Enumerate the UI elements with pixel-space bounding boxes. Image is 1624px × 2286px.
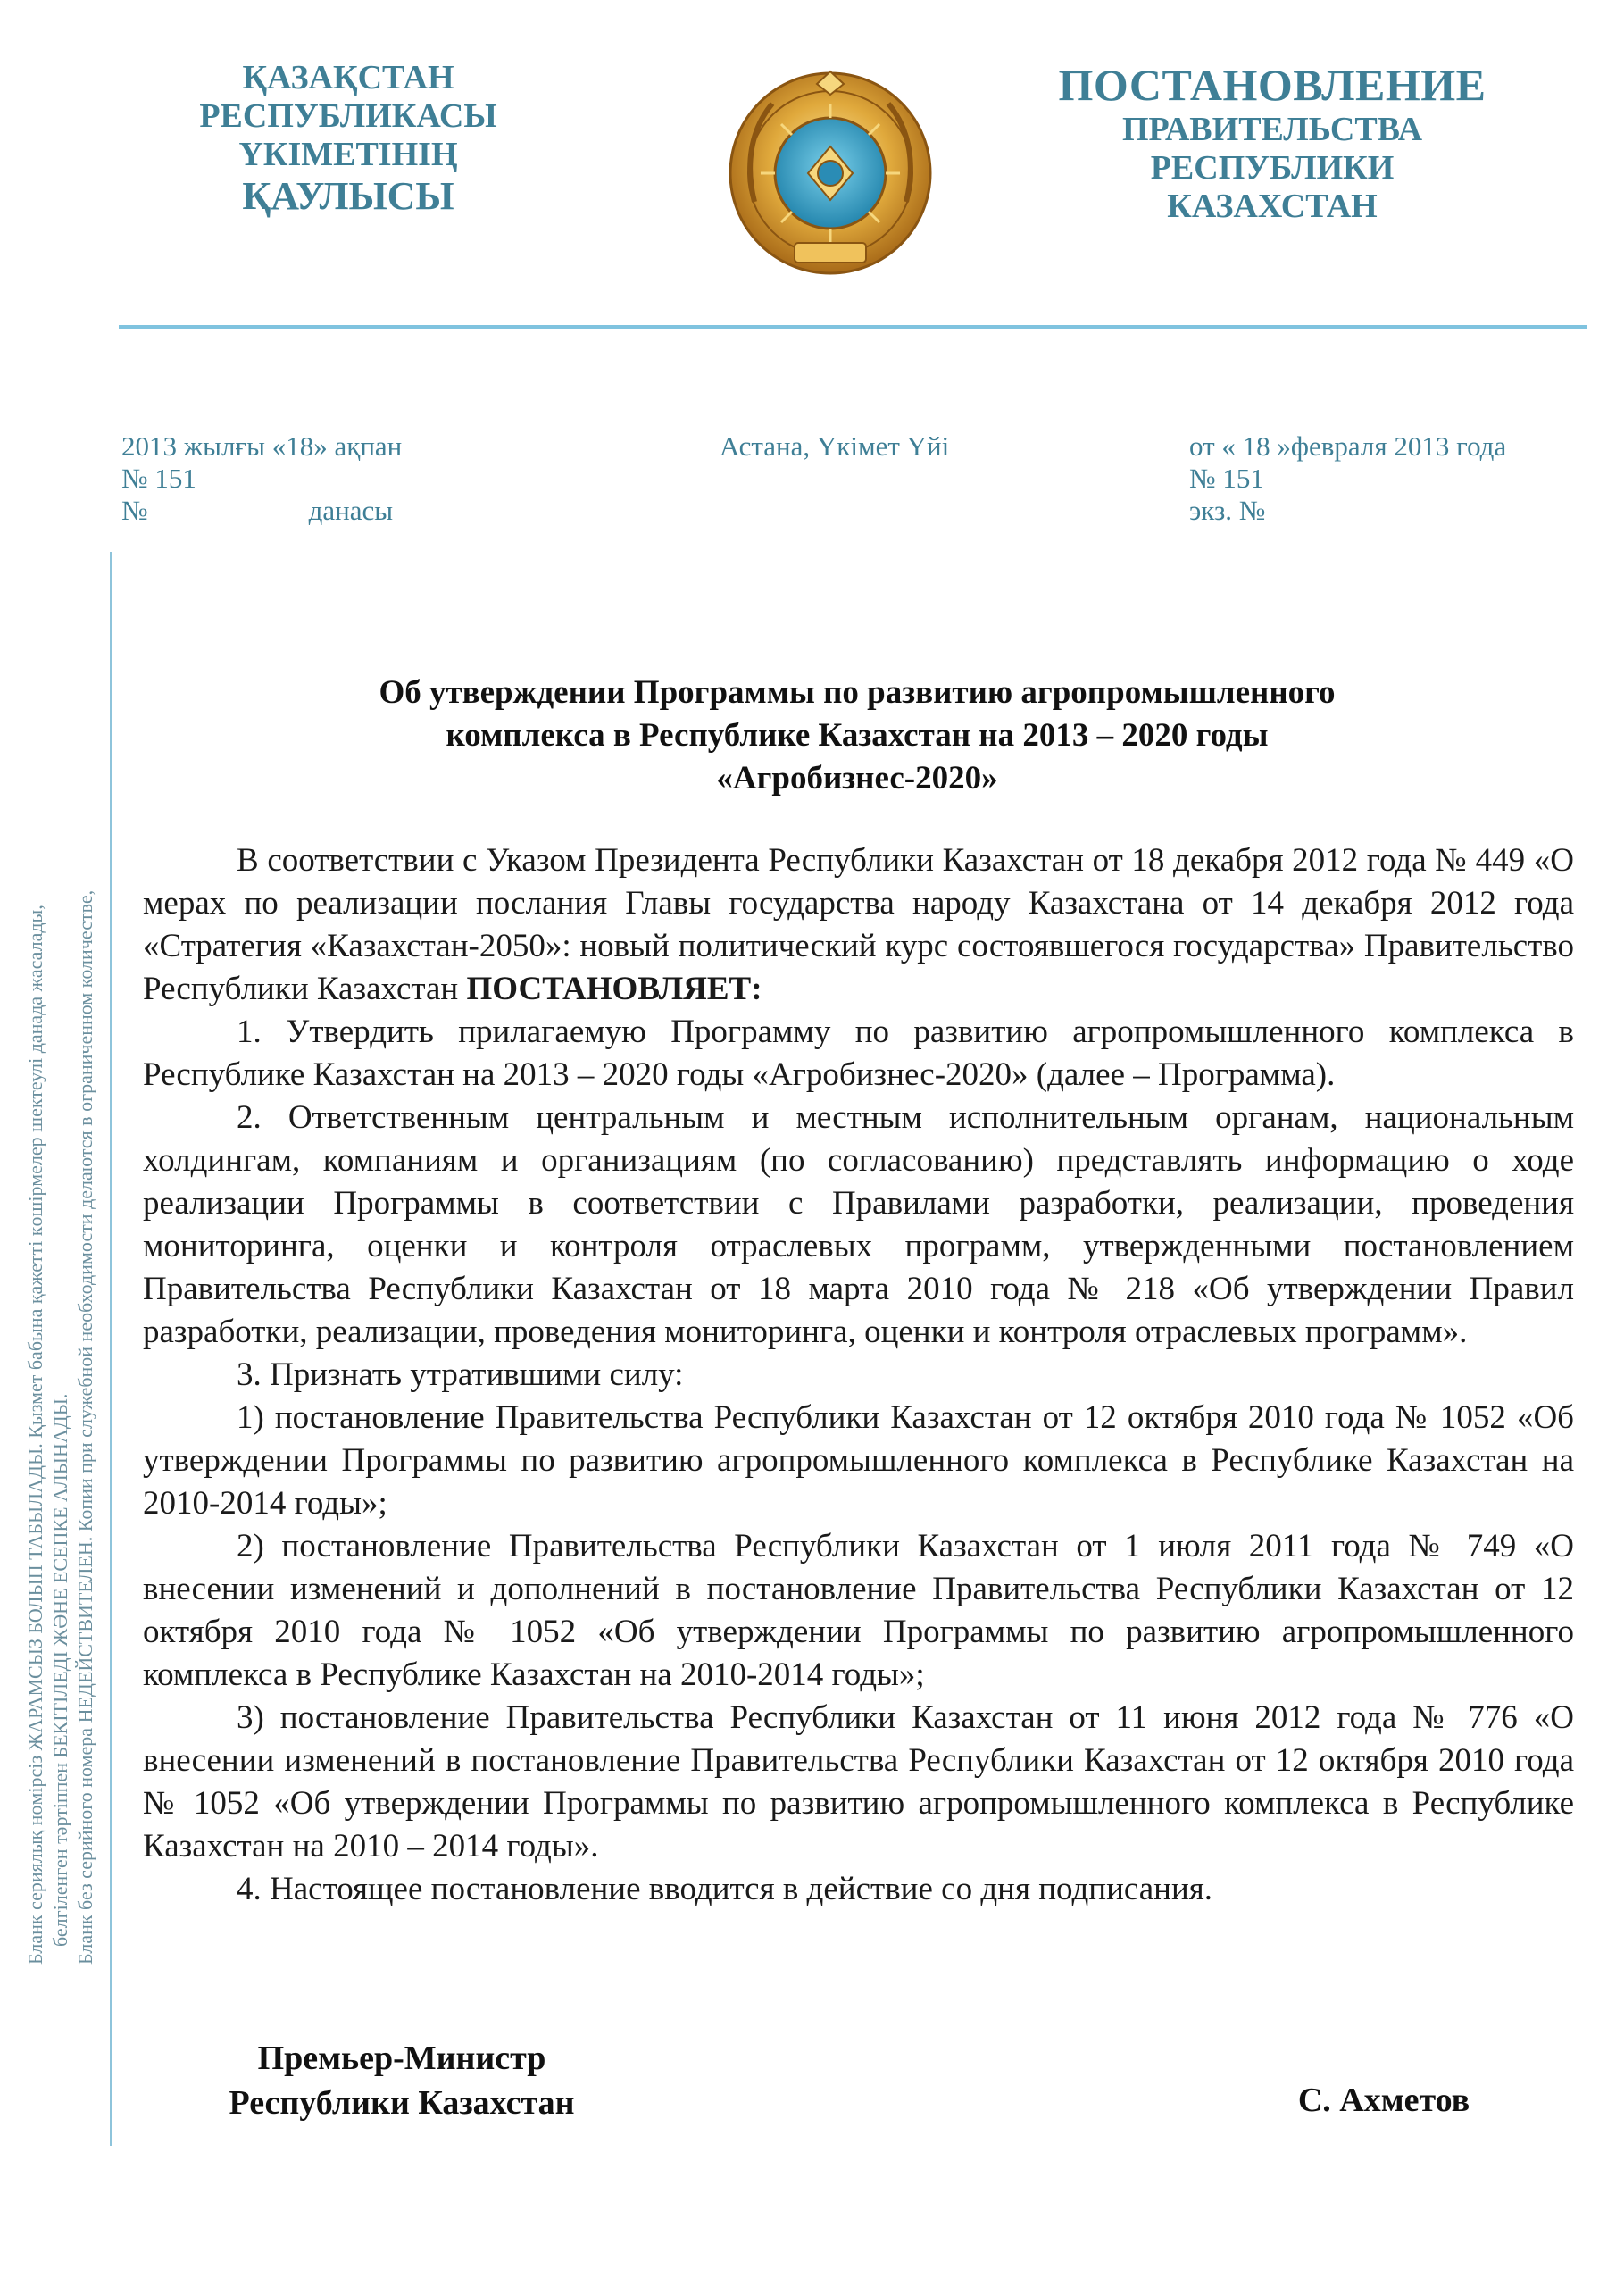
meta-place-text: Астана, Үкімет Үйі <box>720 430 950 462</box>
preamble-strong: ПОСТАНОВЛЯЕТ: <box>466 971 762 1007</box>
header-russian-line-1: ПОСТАНОВЛЕНИЕ <box>1058 60 1487 110</box>
meta-kazakh-date: 2013 жылғы «18» ақпан <box>121 430 403 462</box>
meta-russian <box>1189 430 1600 527</box>
header-kazakh <box>179 59 518 219</box>
preamble-paragraph <box>143 839 1574 1011</box>
header-kazakh-line-3: ҮКІМЕТІНІҢ <box>238 136 458 173</box>
item-1: 1. Утвердить прилагаемую Программу по развитию агропромышленного комплекса в Республике Казахстан на 2013 – 2020 годы «Агробизнес-2020» (далее – Программа). <box>143 1014 1574 1093</box>
title-line-2: комплекса в Республике Казахстан на 2013 – 2020 годы <box>446 717 1269 754</box>
side-notice-line-2: белгіленген тәртіппен БЕКІТІЛЕДІ ЖӘНЕ ЕСЕПКЕ АЛЫНАДЫ. <box>49 1393 71 1947</box>
signature-name: С. Ахметов <box>1297 2082 1470 2119</box>
item-3-1: 1) постановление Правительства Республики Казахстан от 12 октября 2010 года № 1052 «Об утверждении Программы по развитию агропромышленного комплекса в Республике Казахстан на 2010-2014 годы»; <box>143 1399 1574 1522</box>
header-russian-line-3: РЕСПУБЛИКИ <box>1150 149 1395 187</box>
item-4: 4. Настоящее постановление вводится в действие со дня подписания. <box>237 1871 1213 1907</box>
meta-kazakh-copy-label: данасы <box>308 495 394 526</box>
signature-position-line-1: Премьер-Министр <box>257 2040 546 2077</box>
meta-kazakh-number: № 151 <box>121 463 196 494</box>
header-kazakh-line-4: ҚАУЛЫСЫ <box>242 174 454 218</box>
header-russian-line-4: КАЗАХСТАН <box>1167 188 1378 225</box>
signature-position <box>192 2036 612 2125</box>
meta-russian-date: от « 18 »февраля 2013 года <box>1189 430 1507 462</box>
meta-kazakh <box>121 430 657 527</box>
item-3-3: 3) постановление Правительства Республики Казахстан от 11 июня 2012 года № 776 «О внесении изменений в постановление Правительства Республики Казахстан от 12 октября 2010 года № 1052 «Об утверждении Программы по развитию агропромышленного комплекса в Республике Казахстан на 2010 – 2014 годы». <box>143 1699 1574 1865</box>
item-3-2: 2) постановление Правительства Республики Казахстан от 1 июля 2011 года № 749 «О внесении изменений и дополнений в постановление Правительства Республики Казахстан от 12 октября 2010 года № 1052 «Об утверждении Программы по развитию агропромышленного комплекса в Республике Казахстан на 2010-2014 годы»; <box>143 1528 1574 1693</box>
meta-russian-number: № 151 <box>1189 463 1264 494</box>
side-vertical-line <box>110 552 112 2146</box>
header-russian-line-2: ПРАВИТЕЛЬСТВА <box>1121 111 1423 148</box>
preamble-text: В соответствии с Указом Президента Республики Казахстан от 18 декабря 2012 года № 449 «О мерах по реализации послания Главы государства народу Казахстана от 14 декабря 2012 года «Стратегия «Казахстан-2050»: новый политический курс состоявшегося государства» Правительство Республики Казахстан <box>143 842 1574 1007</box>
document-body <box>143 839 1574 1911</box>
header-kazakh-line-1: ҚАЗАҚСТАН <box>242 59 454 96</box>
side-notice-line-3: Бланк без серийного номера НЕДЕЙСТВИТЕЛЕН. Копии при служебной необходимости делаются в ограниченном количестве, <box>74 889 96 1965</box>
meta-kazakh-copy-no: № <box>121 495 148 526</box>
item-2: 2. Ответственным центральным и местным исполнительным органам, национальным холдингам, компаниям и организациям (по согласованию) представлять информацию о ходе реализации Программы в соответствии с Правилами разработки, реализации, проведения мониторинга, оценки и контроля отраслевых программ, утвержденными постановлением Правительства Республики Казахстан от 18 марта 2010 года № 218 «Об утверждении Правил разработки, реализации, проведения мониторинга, оценки и контроля отраслевых программ». <box>143 1099 1574 1350</box>
header-russian <box>1040 59 1504 226</box>
title-line-3: «Агробизнес-2020» <box>716 760 998 797</box>
side-notice-line-1: Бланк сериялық нөмірсіз ЖАРАМСЫЗ БОЛЫП ТАБЫЛАДЫ. Қызмет бабына қажетті көшірмелер шектеулі данада жасалады, <box>24 905 46 1965</box>
state-emblem-icon <box>719 68 942 282</box>
document-title <box>143 672 1571 800</box>
header-divider <box>119 325 1587 329</box>
side-notice <box>23 714 98 1965</box>
meta-russian-copy: экз. № <box>1189 495 1266 526</box>
signature-position-line-2: Республики Казахстан <box>229 2084 575 2122</box>
meta-place <box>720 430 1166 463</box>
header-kazakh-line-2: РЕСПУБЛИКАСЫ <box>199 97 497 135</box>
item-3: 3. Признать утратившими силу: <box>237 1356 684 1393</box>
meta-kazakh-copy <box>121 495 657 527</box>
title-line-1: Об утверждении Программы по развитию агропромышленного <box>379 674 1336 711</box>
